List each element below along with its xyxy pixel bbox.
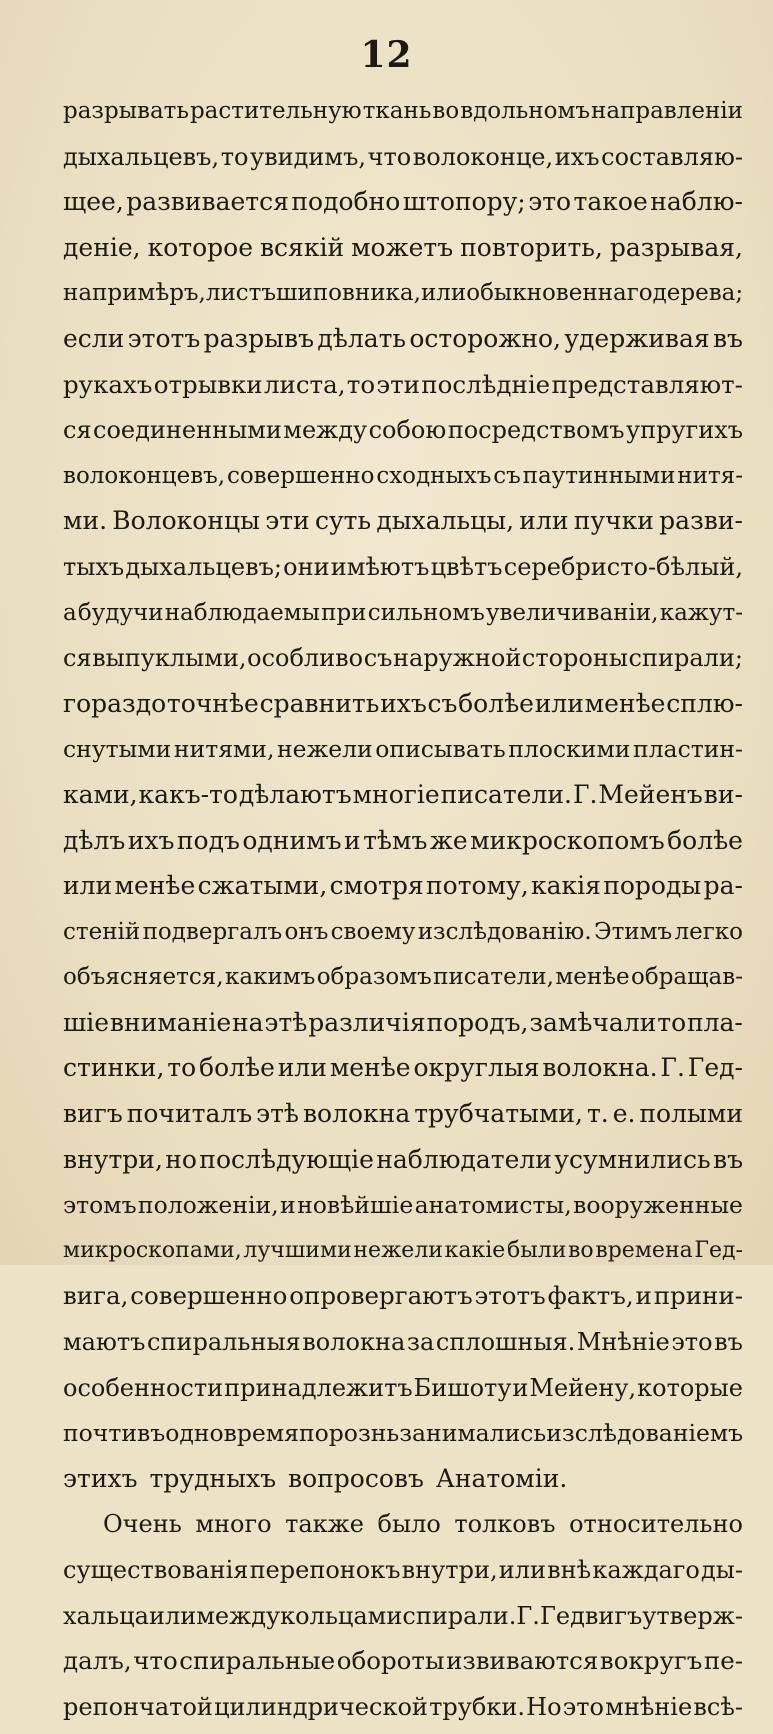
word: легко <box>674 918 743 945</box>
text-line <box>63 868 743 914</box>
word: ткань <box>362 98 432 124</box>
word: утверж- <box>642 1601 743 1630</box>
word: сравнить <box>259 688 380 718</box>
word: одно <box>165 1419 224 1448</box>
word: всякій <box>259 232 345 262</box>
word: щее, <box>63 187 124 217</box>
word: стинки, <box>63 1053 165 1083</box>
word: совершенно <box>130 1281 288 1311</box>
word: волоконце, <box>412 142 554 171</box>
word: нитями, <box>173 735 275 764</box>
word: примѣръ, <box>92 280 206 307</box>
word: новѣйшіе <box>297 1191 414 1220</box>
word: или <box>63 871 113 901</box>
word: обыкновеннаго <box>466 280 653 307</box>
word: различія <box>308 1007 426 1037</box>
text-line <box>63 640 743 686</box>
word: ихъ <box>554 142 600 171</box>
word: или <box>519 506 569 536</box>
word: микроскопомъ <box>470 825 665 855</box>
word: ихъ <box>127 825 175 855</box>
word: писатели, <box>433 964 554 991</box>
text-line <box>63 1142 743 1188</box>
word: волокна. <box>542 1053 658 1083</box>
text-line <box>63 1005 743 1051</box>
word: этѣ <box>256 1099 300 1129</box>
word: во <box>568 1237 594 1263</box>
word: волоконцевъ, <box>63 462 226 489</box>
word: этотъ <box>127 323 201 353</box>
word: штопору; <box>402 187 526 217</box>
word: мнѣніе <box>605 1692 693 1721</box>
word: то <box>657 1007 687 1037</box>
word: менѣе <box>584 688 666 718</box>
word: во <box>432 98 460 124</box>
word: то <box>167 1053 197 1083</box>
word: если <box>63 323 125 353</box>
word: сильномъ <box>367 599 485 626</box>
word: вокругъ <box>599 1646 703 1676</box>
word: наблюдатели <box>376 1144 552 1174</box>
word: пе- <box>703 1646 743 1676</box>
text-line <box>63 367 743 413</box>
text-line <box>63 1050 743 1096</box>
word: плоскими <box>508 735 631 764</box>
word: между <box>283 416 368 445</box>
word: снутыми <box>63 735 172 764</box>
word: въ <box>712 323 743 353</box>
word: на <box>231 1007 264 1037</box>
word: болѣе <box>458 688 534 718</box>
word: пучки <box>573 506 654 536</box>
word: т. <box>586 1099 609 1129</box>
word: увидимъ, <box>250 142 366 171</box>
word: и <box>280 1191 296 1220</box>
word: обращав- <box>631 964 743 991</box>
word: наружной <box>393 644 522 673</box>
text-line <box>63 275 743 321</box>
text-line <box>63 1461 743 1507</box>
word: пла- <box>686 1007 743 1037</box>
word: гораздо <box>63 688 167 718</box>
word: растительную <box>189 98 362 124</box>
word: которое <box>147 232 253 262</box>
text-line <box>63 549 743 595</box>
word: какія <box>530 871 601 901</box>
word: также <box>285 1510 364 1539</box>
word: совершенно <box>226 462 375 489</box>
word: дѣлаютъ <box>238 779 352 809</box>
word: ся <box>63 416 92 445</box>
word: или <box>498 1556 546 1584</box>
word: но <box>165 1144 197 1174</box>
word: какимъ <box>224 964 316 991</box>
word: время <box>223 1419 299 1448</box>
word: ками, <box>63 779 138 809</box>
word: порознь <box>298 1419 400 1448</box>
word: дыхальцы, <box>376 506 515 536</box>
word: которые <box>637 1373 743 1402</box>
word: почти <box>63 1419 138 1448</box>
word: трудныхъ <box>149 1463 277 1493</box>
word: е. <box>612 1099 636 1129</box>
text-line <box>63 1689 743 1734</box>
word: повторить, <box>460 232 603 262</box>
word: описывать <box>375 735 506 764</box>
word: подобно <box>291 187 401 217</box>
word: писатели. <box>440 779 572 809</box>
word: сплю- <box>666 688 743 718</box>
word: такое <box>573 187 648 217</box>
word: разрывать <box>63 98 189 124</box>
word: пластин- <box>632 735 743 764</box>
word: стороны <box>521 644 628 673</box>
word: менѣе <box>555 964 630 991</box>
word: существованія <box>63 1556 249 1584</box>
word: кольцами <box>280 1601 403 1630</box>
word: онъ <box>284 918 329 945</box>
word: и <box>635 1281 652 1311</box>
word: наблюдаемы <box>164 599 320 626</box>
word: цилиндрической <box>214 1692 428 1721</box>
text-line <box>63 1506 743 1552</box>
text-line <box>63 230 743 276</box>
word: послѣдующіе <box>199 1144 374 1174</box>
word: ся <box>63 644 92 673</box>
word: внѣ <box>547 1556 592 1584</box>
word: эти <box>265 506 310 536</box>
word: Этимъ <box>593 918 673 945</box>
text-line <box>63 321 743 367</box>
word: волокна <box>302 1099 411 1129</box>
word: это <box>671 1328 713 1357</box>
word: полыми <box>639 1099 743 1129</box>
word: разрывая, <box>609 232 743 262</box>
word: въ <box>714 1328 743 1357</box>
word: тыхъ <box>63 552 125 581</box>
word: это <box>562 1692 604 1721</box>
word: на <box>63 280 93 307</box>
word: составляю- <box>601 142 743 171</box>
word: своему <box>330 918 416 945</box>
word: или <box>277 1053 327 1083</box>
word: занимались <box>399 1419 547 1448</box>
text-line <box>63 686 743 732</box>
word: Г. <box>660 1053 685 1083</box>
word: и <box>343 825 361 855</box>
text-line <box>63 1370 743 1416</box>
word: смотря <box>329 871 424 901</box>
word: многіе <box>352 779 440 809</box>
word: удерживая <box>564 323 710 353</box>
word: ихъ <box>380 688 427 718</box>
word: лучшими <box>243 1237 352 1263</box>
text-line <box>63 1643 743 1689</box>
word: тѣмъ <box>363 825 428 855</box>
word: шіе <box>63 1007 110 1037</box>
word: ды- <box>701 1556 743 1584</box>
word: разви- <box>659 506 743 536</box>
text-line <box>63 595 743 641</box>
word: а <box>63 599 77 626</box>
word: Очень <box>103 1510 182 1539</box>
word: спирали. <box>402 1601 517 1630</box>
word: ми. <box>63 506 108 536</box>
word: развивается <box>126 187 289 217</box>
word: стеній <box>63 918 141 945</box>
word: фактъ, <box>547 1281 634 1311</box>
word: представляют- <box>551 369 743 399</box>
word: Гед- <box>694 1237 743 1263</box>
word: потому, <box>425 871 529 901</box>
word: что <box>367 142 412 171</box>
word: далъ, <box>63 1646 132 1676</box>
word: дерева; <box>652 280 744 307</box>
word: Мейенъ <box>598 779 703 809</box>
word: въ <box>713 1144 743 1174</box>
text-line <box>63 731 743 777</box>
word: въ <box>137 1419 166 1448</box>
word: этотъ <box>474 1281 546 1311</box>
text-line <box>63 184 743 230</box>
word: кажут- <box>659 599 743 626</box>
word: принадлежитъ <box>224 1373 413 1402</box>
word: и <box>512 1373 529 1402</box>
page-number: 12 <box>360 34 413 76</box>
word: что <box>133 1646 178 1676</box>
word: этѣ <box>264 1007 308 1037</box>
word: ра- <box>703 871 743 901</box>
word: съ <box>363 644 393 673</box>
word: какіе <box>444 1237 506 1263</box>
word: перепонокъ <box>249 1556 401 1584</box>
text-line <box>63 412 743 458</box>
word: много <box>195 1510 272 1539</box>
word: каждаго <box>592 1556 700 1584</box>
word: породъ, <box>426 1007 529 1037</box>
word: почиталъ <box>126 1099 253 1129</box>
word: увеличиваніи, <box>485 599 659 626</box>
word: имѣютъ <box>330 552 430 581</box>
word: деніе, <box>63 232 141 262</box>
text-line <box>63 1278 743 1324</box>
word: наблю- <box>650 187 743 217</box>
word: внутри, <box>401 1556 498 1584</box>
word: хальца <box>63 1601 149 1630</box>
word: объясняется, <box>63 964 224 991</box>
word: образомъ <box>316 964 432 991</box>
word: Бишоту <box>413 1373 512 1402</box>
word: было <box>377 1510 441 1539</box>
word: точнѣе <box>166 688 259 718</box>
word: упругихъ <box>626 416 743 445</box>
word: за <box>406 1328 435 1357</box>
word: то <box>346 369 376 399</box>
word: нитя- <box>677 462 743 489</box>
word: породы <box>603 871 702 901</box>
word: съ <box>493 462 521 489</box>
word: толковъ <box>454 1510 556 1539</box>
word: подъ <box>176 825 240 855</box>
word: были <box>506 1237 567 1263</box>
word: дыхальцевъ, <box>63 142 220 171</box>
word: изслѣдованіемъ <box>546 1419 744 1448</box>
word: опровергаютъ <box>289 1281 473 1311</box>
word: Мнѣніе <box>576 1328 670 1357</box>
word: ви- <box>703 779 743 809</box>
word: дѣлать <box>317 323 407 353</box>
word: репончатой <box>63 1692 213 1721</box>
word: цвѣтъ <box>430 552 503 581</box>
word: дѣлъ <box>63 825 126 855</box>
word: особливо <box>247 644 364 673</box>
word: какъ-то <box>138 779 238 809</box>
word: усумнились <box>554 1144 711 1174</box>
text-line <box>63 777 743 823</box>
word: направленіи <box>591 98 743 124</box>
word: вига, <box>63 1281 129 1311</box>
word: листъ <box>205 280 277 307</box>
word: времена <box>595 1237 693 1263</box>
word: менѣе <box>329 1053 411 1083</box>
word: или <box>420 280 467 307</box>
word: вниманіе <box>109 1007 232 1037</box>
word: болѣе <box>199 1053 275 1083</box>
word: шиповника, <box>276 280 421 307</box>
word: Г. <box>516 1601 540 1630</box>
word: это <box>528 187 572 217</box>
body-text <box>63 93 743 1734</box>
word: рукахъ <box>63 369 153 399</box>
word: однимъ <box>242 825 342 855</box>
word: округлыя <box>413 1053 540 1083</box>
word: они <box>283 552 330 581</box>
word: то <box>220 142 249 171</box>
word: паутинными <box>522 462 676 489</box>
word: серебристо-бѣлый, <box>503 552 743 581</box>
word: нежели <box>277 735 373 764</box>
word: извиваются <box>446 1646 599 1676</box>
word: Гед- <box>687 1053 743 1083</box>
word: съ <box>427 688 458 718</box>
word: соединенными <box>93 416 282 445</box>
text-line <box>63 1233 743 1279</box>
word: отрывки <box>153 369 263 399</box>
word: суть <box>314 506 372 536</box>
word: подвергалъ <box>142 918 283 945</box>
word: замѣчали <box>529 1007 657 1037</box>
text-line <box>63 503 743 549</box>
word: прини- <box>653 1281 743 1311</box>
text-line <box>63 914 743 960</box>
word: относительно <box>569 1510 743 1539</box>
word: менѣе <box>114 871 196 901</box>
word: внутри, <box>63 1144 163 1174</box>
word: вигъ <box>63 1099 123 1129</box>
text-line <box>63 1324 743 1370</box>
word: послѣдніе <box>421 369 551 399</box>
word: выпуклыми, <box>92 644 247 673</box>
word: положеніи, <box>137 1191 279 1220</box>
word: изслѣдованію. <box>417 918 592 945</box>
word: эти <box>376 369 420 399</box>
text-line <box>63 1598 743 1644</box>
text-line <box>63 1187 743 1233</box>
word: Гедвигъ <box>539 1601 643 1630</box>
word: разрывъ <box>203 323 315 353</box>
word: нежели <box>353 1237 443 1263</box>
word: при <box>321 599 367 626</box>
text-line <box>63 959 743 1005</box>
word: будучи <box>77 599 164 626</box>
word: же <box>429 825 468 855</box>
word: Волоконцы <box>112 506 260 536</box>
text-line <box>63 823 743 869</box>
word: между <box>196 1601 281 1630</box>
word: вопросовъ <box>288 1463 424 1493</box>
text-line <box>63 1552 743 1598</box>
word: маютъ <box>63 1328 146 1357</box>
word: спиральные <box>179 1646 336 1676</box>
word: сходныхъ <box>376 462 492 489</box>
word: вдольномъ <box>460 98 590 124</box>
word: вооруженные <box>573 1191 743 1220</box>
word: можетъ <box>351 232 454 262</box>
word: обороты <box>336 1646 445 1676</box>
word: этихъ <box>63 1463 138 1493</box>
word: спирали; <box>628 644 743 673</box>
word: трубки. <box>429 1692 525 1721</box>
word: сплошныя. <box>435 1328 576 1357</box>
text-line <box>63 93 743 139</box>
word: листа, <box>263 369 346 399</box>
word: Анатоміи. <box>435 1463 568 1493</box>
word: микроскопами, <box>63 1237 242 1263</box>
word: трубчатыми, <box>414 1099 583 1129</box>
word: или <box>534 688 584 718</box>
word: спиральныя <box>147 1328 301 1357</box>
word: анатомисты, <box>414 1191 572 1220</box>
word: особенности <box>63 1373 224 1402</box>
word: сжатыми, <box>197 871 328 901</box>
word: осторожно, <box>409 323 562 353</box>
word: дыхальцевъ; <box>125 552 282 581</box>
text-line <box>63 1096 743 1142</box>
word: Г. <box>572 779 598 809</box>
word: Мейену, <box>529 1373 637 1402</box>
word: Но <box>526 1692 562 1721</box>
text-line <box>63 139 743 185</box>
text-line <box>63 458 743 504</box>
word: посредствомъ <box>447 416 625 445</box>
text-line <box>63 1415 743 1461</box>
word: собою <box>368 416 447 445</box>
word: болѣе <box>667 825 743 855</box>
word: или <box>148 1601 197 1630</box>
word: этомъ <box>63 1191 137 1220</box>
word: всѣ- <box>693 1692 743 1721</box>
word: волокна <box>302 1328 406 1357</box>
